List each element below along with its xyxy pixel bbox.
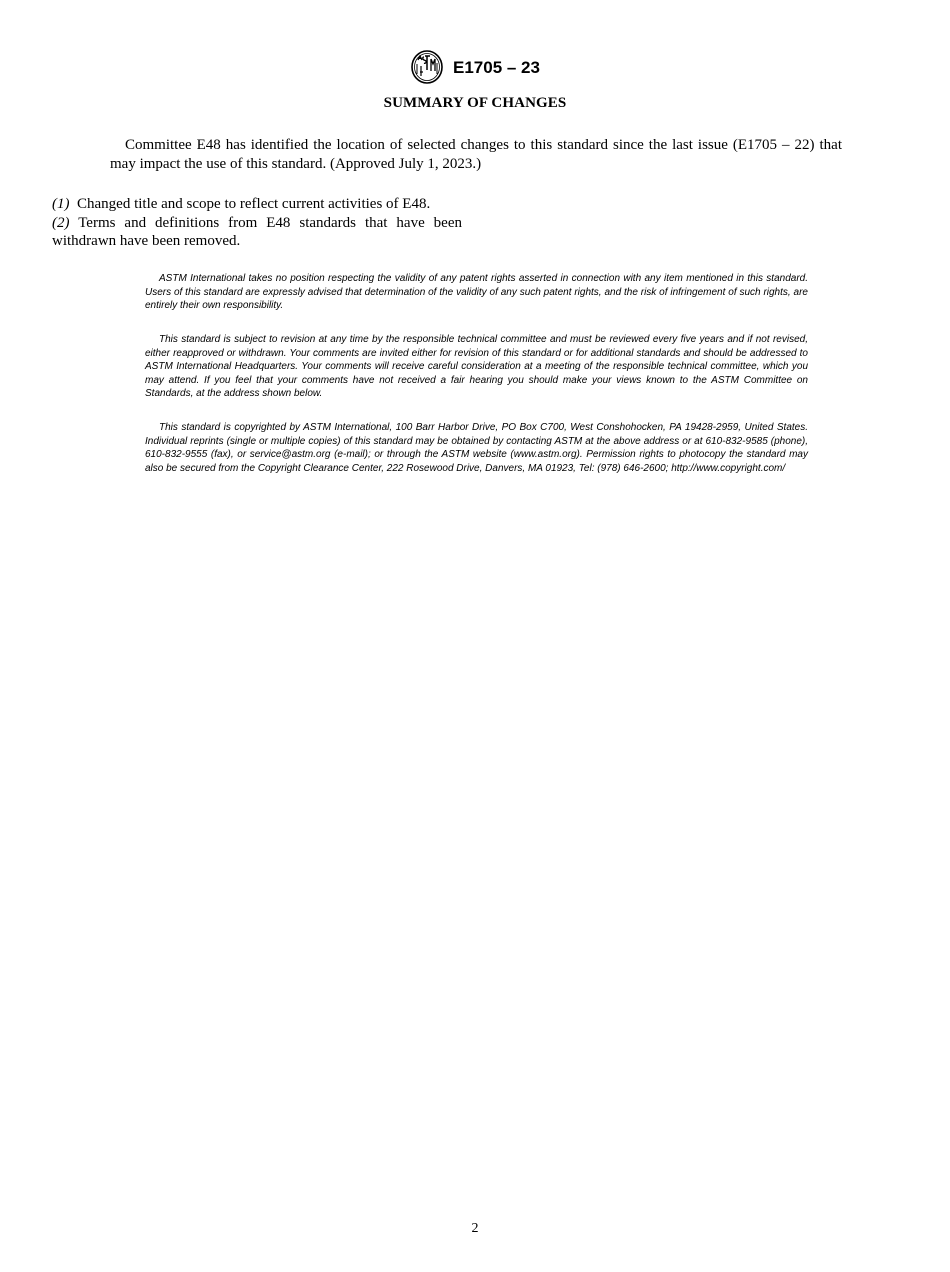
patent-rights-notice: ASTM International takes no position respecting the validity of any patent rights asserted in connection with any item mentioned in this standard. Users of this standard are expressly advised that determination of the validity of any such patent rights, and the risk of infringement of such rights, are entirely their own responsibility.	[145, 273, 808, 312]
standard-designation: E1705 – 23	[453, 58, 540, 77]
copyright-notice: This standard is copyrighted by ASTM International, 100 Barr Harbor Drive, PO Box C700, West Conshohocken, PA 19428-2959, United States. Individual reprints (single or multiple copies) of this standard may be obtained by contacting ASTM at the above address or at 610-832-9585 (phone), 610-832-9555 (fax), or service@astm.org (e-mail); or through the ASTM website (www.astm.org). Permission rights to photocopy the standard may also be secured from the Copyright Clearance Center, 222 Rosewood Drive, Danvers, MA 01923, Tel: (978) 646-2600; http://www.copyright.com/	[145, 422, 808, 474]
change-item-1	[52, 195, 462, 214]
summary-of-changes-heading: SUMMARY OF CHANGES	[383, 95, 567, 111]
revision-notice: This standard is subject to revision at any time by the responsible technical committee and must be reviewed every five years and if not revised, either reapproved or withdrawn. Your comments are invited either for revision of this standard or for additional standards and should be addressed to ASTM International Headquarters. Your comments will receive careful consideration at a meeting of the responsible technical committee, which you may attend. If you feel that your comments have not received a fair hearing you should make your views known to the ASTM Committee on Standards, at the address shown below.	[145, 334, 808, 400]
change-item-text: Changed title and scope to reflect current activities of E48.	[77, 196, 431, 212]
change-item-text: Terms and definitions from E48 standards that have been withdrawn have been removed.	[52, 214, 462, 249]
change-item-number: (1)	[52, 196, 70, 212]
document-header	[0, 50, 950, 86]
change-item-number: (2)	[52, 214, 70, 231]
page-number: 2	[471, 1221, 479, 1236]
change-item-2	[52, 214, 462, 251]
summary-intro-paragraph: Committee E48 has identified the location of selected changes to this standard since the last issue (E1705 – 22) that may impact the use of this standard. (Approved July 1, 2023.)	[110, 137, 842, 172]
astm-logo-icon	[409, 50, 445, 84]
changes-list	[52, 195, 462, 251]
